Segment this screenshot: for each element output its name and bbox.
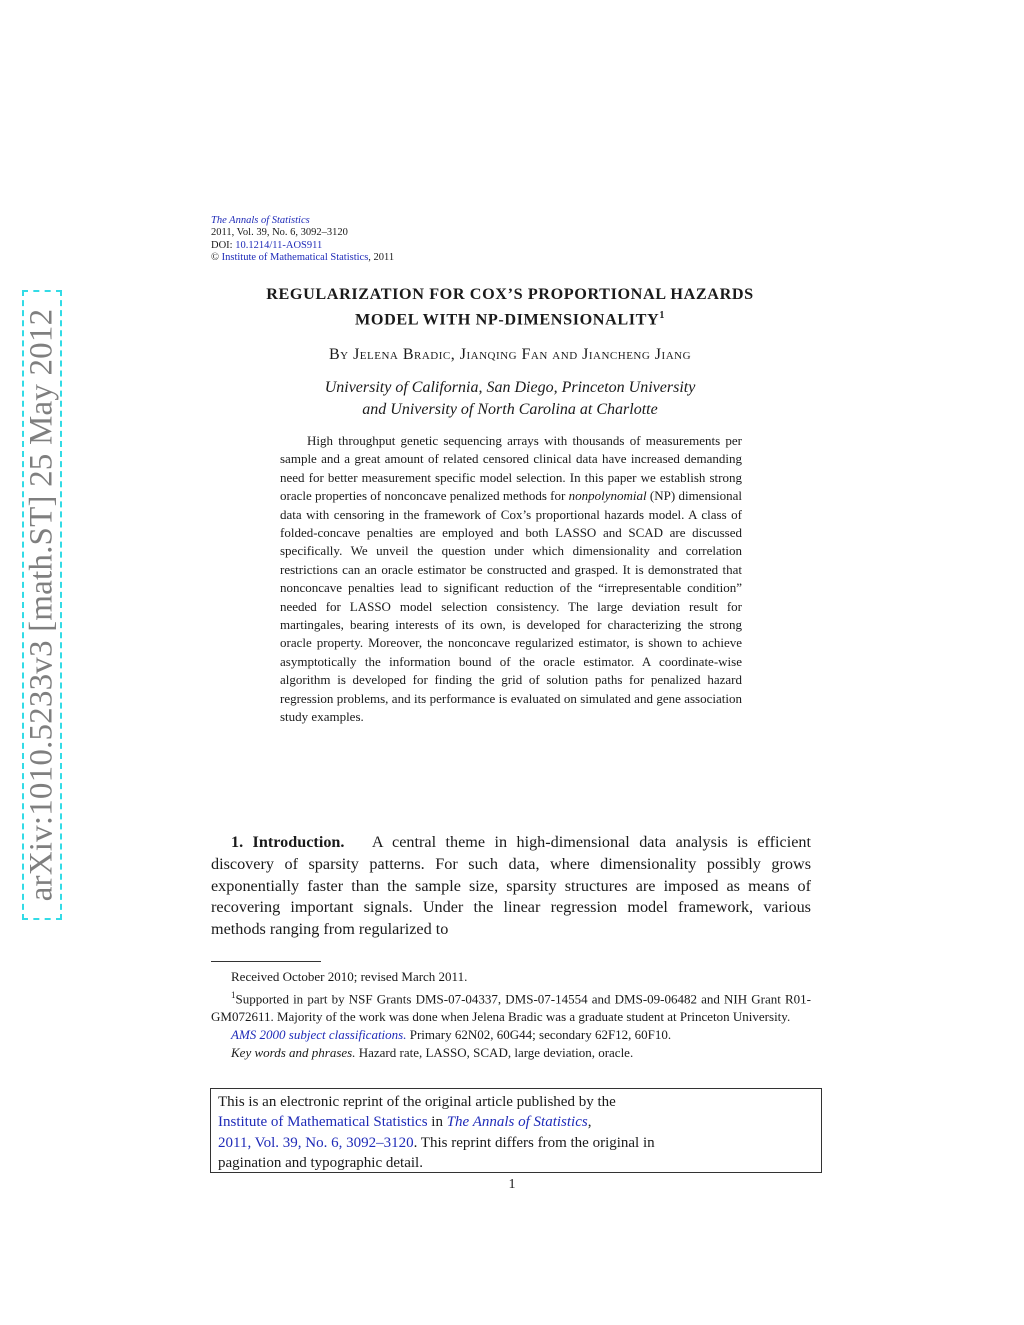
received-note: Received October 2010; revised March 2011. xyxy=(231,969,468,984)
support-footnote-mark: 1 xyxy=(231,990,236,1000)
reprint-line-1: This is an electronic reprint of the original article published by the xyxy=(218,1094,616,1110)
title-footnote-mark: 1 xyxy=(659,310,665,321)
introduction xyxy=(211,832,811,941)
affiliation xyxy=(200,377,820,421)
reprint-comma: , xyxy=(587,1114,592,1131)
footnote-divider xyxy=(211,961,321,962)
title-line-2: MODEL WITH NP-DIMENSIONALITY xyxy=(355,310,660,329)
page-number: 1 xyxy=(508,1177,516,1192)
intro-text: A central theme in high-dimensional data analysis is efficient discovery of sparsity patterns. For such data, where dimensionality possibly grows exponentially faster than the sample size, sparsity structures are imposed as means of recovering important signals. Under the linear regression model framework, various methods ranging from regularized to xyxy=(211,833,812,939)
reprint-line-3: . This reprint differs from the original in xyxy=(413,1134,655,1151)
paper-title xyxy=(200,284,820,330)
arxiv-stamp-text: arXiv:1010.5233v3 [math.ST] 25 May 2012 xyxy=(23,308,60,902)
affiliation-line-1: University of California, San Diego, Princeton University xyxy=(324,379,696,396)
arxiv-stamp[interactable] xyxy=(22,290,62,920)
abstract xyxy=(280,432,742,727)
support-note: Supported in part by NSF Grants DMS-07-04337, DMS-07-14554 and DMS-09-06482 and NIH Grant R01-GM072611. Majority of the work was done when Jelena Bradic was a graduate student at Princeton University. xyxy=(211,991,811,1025)
reprint-citation-link[interactable]: 2011, Vol. 39, No. 6, 3092–3120 xyxy=(218,1134,414,1151)
ams-classification-link[interactable]: AMS 2000 subject classifications. xyxy=(231,1027,407,1043)
abstract-text-2: (NP) dimensional data with censoring in the framework of Cox’s proportional hazards model. A class of folded-concave penalties are employed and both LASSO and SCAD are discussed specifically. We unveil the question under which dimensionality and correlation restrictions can an oracle estimator be constructed and grasped. It is demonstrated that nonconcave penalties lead to significant reduction of the “irrepresentable condition” needed for LASSO model selection consistency. The large deviation result for martingales, bearing interests of its own, is developed for characterizing the strong oracle property. Moreover, the nonconcave regularized estimator, is shown to achieve asymptotically the information bound of the oracle estimator. A coordinate-wise algorithm is developed for finding the grid of solution paths for penalized hazard regression problems, and its performance is evaluated on simulated and gene association study examples. xyxy=(280,488,743,725)
affiliation-line-2: and University of North Carolina at Charlotte xyxy=(362,401,658,418)
keywords-label: Key words and phrases. xyxy=(231,1045,356,1061)
journal-volume: 2011, Vol. 39, No. 6, 3092–3120 xyxy=(211,227,348,239)
authors: By Jelena Bradic, Jianqing Fan and Jiancheng Jiang xyxy=(328,346,692,363)
title-line-1: REGULARIZATION FOR COX’S PROPORTIONAL HAZARDS xyxy=(266,285,754,303)
ams-classification: Primary 62N02, 60G44; secondary 62F12, 60F10. xyxy=(409,1027,672,1043)
doi-link[interactable]: 10.1214/11-AOS911 xyxy=(235,239,323,251)
copyright-symbol: © xyxy=(211,251,219,263)
abstract-emphasis: nonpolynomial xyxy=(568,488,647,504)
reprint-notice-box xyxy=(210,1088,822,1173)
intro-heading: 1. Introduction. xyxy=(231,833,345,851)
abstract-text-1: High throughput genetic sequencing arrays with thousands of measurements per sample and a great amount of related censored clinical data have increased demanding need for better measurement specific model selection. In this paper we establish strong oracle properties of nonconcave penalized methods for xyxy=(280,433,742,504)
reprint-line-4: pagination and typographic detail. xyxy=(218,1155,423,1172)
doi-label: DOI: xyxy=(211,239,233,251)
reprint-institute-link[interactable]: Institute of Mathematical Statistics xyxy=(218,1114,428,1131)
copyright-year: , 2011 xyxy=(368,251,395,263)
journal-header xyxy=(211,215,394,264)
institute-link[interactable]: Institute of Mathematical Statistics xyxy=(221,251,369,263)
keywords: Hazard rate, LASSO, SCAD, large deviation, oracle. xyxy=(358,1045,634,1061)
journal-name-link[interactable]: The Annals of Statistics xyxy=(211,215,310,226)
footnotes xyxy=(211,968,811,1062)
reprint-in: in xyxy=(427,1114,447,1131)
reprint-journal-link[interactable]: The Annals of Statistics xyxy=(446,1114,588,1131)
